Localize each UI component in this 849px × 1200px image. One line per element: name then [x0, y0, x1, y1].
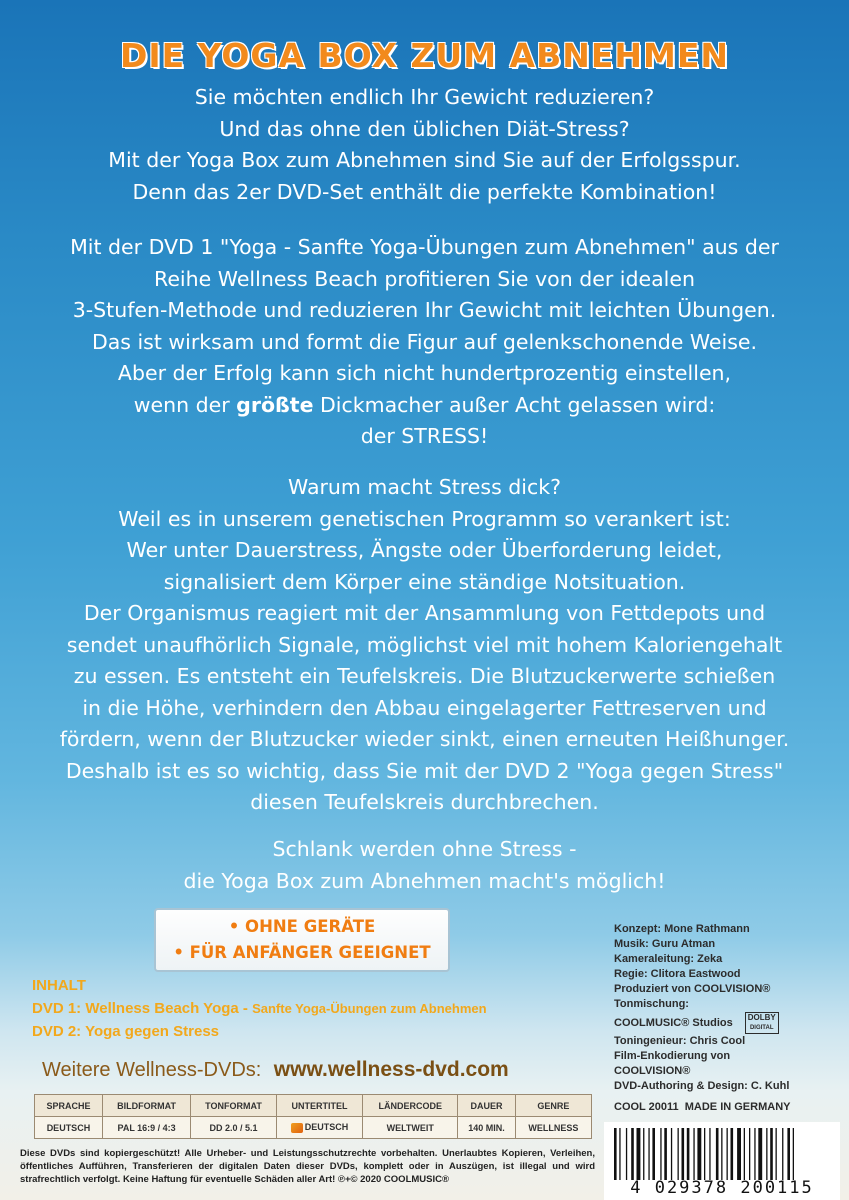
credit-line: Produziert von COOLVISION®: [614, 983, 771, 995]
text-line: Aber der Erfolg kann sich nicht hundertprozentig einstellen,: [117, 361, 732, 385]
text-line: die Yoga Box zum Abnehmen macht's möglich!: [183, 868, 666, 893]
text-line: Warum macht Stress dick?: [287, 475, 562, 499]
dvd1-paragraph: [0, 232, 849, 453]
text-line: Mit der Yoga Box zum Abnehmen sind Sie auf der Erfolgsspur.: [108, 148, 741, 172]
credit-line: Regie: Clitora Eastwood: [614, 968, 741, 980]
text-span: wenn der: [133, 392, 237, 417]
text-line: Mit der DVD 1 "Yoga - Sanfte Yoga-Übungen zum Abnehmen" aus der: [70, 235, 779, 259]
credits-block: [614, 922, 839, 1115]
text-line: Sie möchten endlich Ihr Gewicht reduzieren?: [194, 85, 655, 109]
studio-name: COOLMUSIC® Studios: [614, 1016, 733, 1029]
closing-paragraph: [0, 834, 849, 897]
contents-section: [32, 974, 487, 1043]
dolby-label: DOLBY: [747, 1013, 776, 1022]
table-row: [35, 1117, 592, 1139]
credit-line: DVD-Authoring & Design: C. Kuhl: [614, 1080, 790, 1092]
text-line: Das ist wirksam und formt die Figur auf gelenkschonende Weise.: [91, 329, 758, 354]
intro-paragraph: [0, 82, 849, 208]
barcode: [604, 1122, 840, 1200]
technical-info-table: [34, 1094, 592, 1139]
badge-line: • FÜR ANFÄNGER GEEIGNET: [173, 943, 431, 962]
dvd1-subtitle: Sanfte Yoga-Übungen zum Abnehmen: [252, 1001, 487, 1016]
text-line: Deshalb ist es so wichtig, dass Sie mit der DVD 2 "Yoga gegen Stress": [65, 758, 784, 783]
credit-line: Konzept: Mone Rathmann: [614, 923, 750, 935]
text-line: Denn das 2er DVD-Set enthält die perfekte Kombination!: [132, 179, 717, 204]
credit-line: Tonmischung:: [614, 998, 689, 1010]
table-header-cell: BILDFORMAT: [102, 1095, 190, 1117]
stress-paragraph: [0, 472, 849, 819]
credit-line: COOLVISION®: [614, 1065, 691, 1077]
bold-word: größte: [236, 392, 314, 417]
credit-line: [614, 1012, 839, 1034]
dolby-logo-icon: [745, 1012, 779, 1034]
badge-line: • OHNE GERÄTE: [228, 917, 376, 936]
text-line: Schlank werden ohne Stress -: [272, 837, 577, 861]
text-line: 3-Stufen-Methode und reduzieren Ihr Gewicht mit leichten Übungen.: [72, 298, 777, 322]
text-line: in die Höhe, verhindern den Abbau eingelagerter Fettreserven und: [82, 695, 767, 720]
text-line: zu essen. Es entsteht ein Teufelskreis. Die Blutzuckerwerte schießen: [73, 664, 776, 688]
credit-line: Musik: Guru Atman: [614, 938, 716, 950]
table-header-cell: DAUER: [458, 1095, 516, 1117]
table-cell-text: DEUTSCH: [304, 1122, 349, 1133]
text-line: sendet unaufhörlich Signale, möglichst viel mit hohem Kaloriengehalt: [66, 632, 783, 657]
table-cell: 140 MIN.: [458, 1117, 516, 1139]
credit-line: Kameraleitung: Zeka: [614, 953, 723, 965]
table-header-cell: TONFORMAT: [191, 1095, 276, 1117]
text-line: signalisiert dem Körper eine ständige Notsituation.: [163, 569, 686, 594]
dolby-sub-label: DIGITAL: [749, 1025, 774, 1031]
text-line: fördern, wenn der Blutzucker wieder sinkt, einen erneuten Heißhunger.: [59, 727, 790, 751]
text-line: [0, 390, 849, 422]
table-header-cell: UNTERTITEL: [276, 1095, 363, 1117]
website-link[interactable]: www.wellness-dvd.com: [273, 1058, 509, 1081]
table-cell: [276, 1117, 363, 1139]
more-dvds-label: Weitere Wellness-DVDs:: [42, 1059, 262, 1081]
table-header-cell: LÄNDERCODE: [363, 1095, 458, 1117]
text-line: der STRESS!: [360, 424, 489, 448]
credit-line: Toningenieur: Chris Cool: [614, 1035, 746, 1047]
made-in-label: MADE IN GERMANY: [684, 1101, 791, 1113]
barcode-number: 4 029378 200115: [630, 1178, 814, 1198]
table-header-cell: SPRACHE: [35, 1095, 103, 1117]
text-line: Und das ohne den üblichen Diät-Stress?: [219, 116, 630, 141]
text-line: Wer unter Dauerstress, Ängste oder Überforderung leidet,: [126, 538, 723, 562]
table-cell: DEUTSCH: [35, 1117, 103, 1139]
text-line: diesen Teufelskreis durchbrechen.: [250, 790, 599, 814]
table-cell: DD 2.0 / 5.1: [191, 1117, 276, 1139]
subtitle-logo-icon: [291, 1123, 303, 1133]
table-cell: WELTWEIT: [363, 1117, 458, 1139]
text-line: Der Organismus reagiert mit der Ansammlung von Fettdepots und: [83, 601, 766, 625]
catalog-number: COOL 20011: [614, 1101, 679, 1113]
text-line: Weil es in unserem genetischen Programm so verankert ist:: [118, 506, 731, 531]
text-line: Reihe Wellness Beach profitieren Sie von der idealen: [154, 266, 695, 291]
table-cell: PAL 16:9 / 4:3: [102, 1117, 190, 1139]
dvd1-title: DVD 1: Wellness Beach Yoga -: [32, 1000, 253, 1017]
contents-dvd1: [32, 997, 487, 1020]
table-header-cell: GENRE: [515, 1095, 591, 1117]
barcode-bars-icon: [614, 1128, 830, 1180]
copyright-disclaimer: Diese DVDs sind kopiergeschützt! Alle Urheber- und Leistungsschutzrechte vorbehalten. Unerlaubtes Kopieren, Verleihen, öffentliches Aufführen, Transferieren der digitalen Daten dieser DVDs, komplett oder in Auszügen, ist illegal und wird strafrechtlich verfolgt. Keine Haftung für eventuelle Schäden aller Art! ℗+© 2020 COOLMUSIC®: [20, 1148, 595, 1185]
more-dvds-line: [42, 1058, 509, 1082]
contents-dvd2: DVD 2: Yoga gegen Stress: [32, 1023, 220, 1040]
catalog-line: [614, 1100, 839, 1115]
page-title: DIE YOGA BOX ZUM ABNEHMEN: [119, 36, 730, 75]
contents-heading: INHALT: [32, 977, 86, 994]
table-cell: WELLNESS: [515, 1117, 591, 1139]
text-span: Dickmacher außer Acht gelassen wird:: [313, 392, 716, 417]
feature-badge: [154, 908, 450, 972]
credit-line: Film-Enkodierung von: [614, 1050, 731, 1062]
table-header-row: [35, 1095, 592, 1117]
